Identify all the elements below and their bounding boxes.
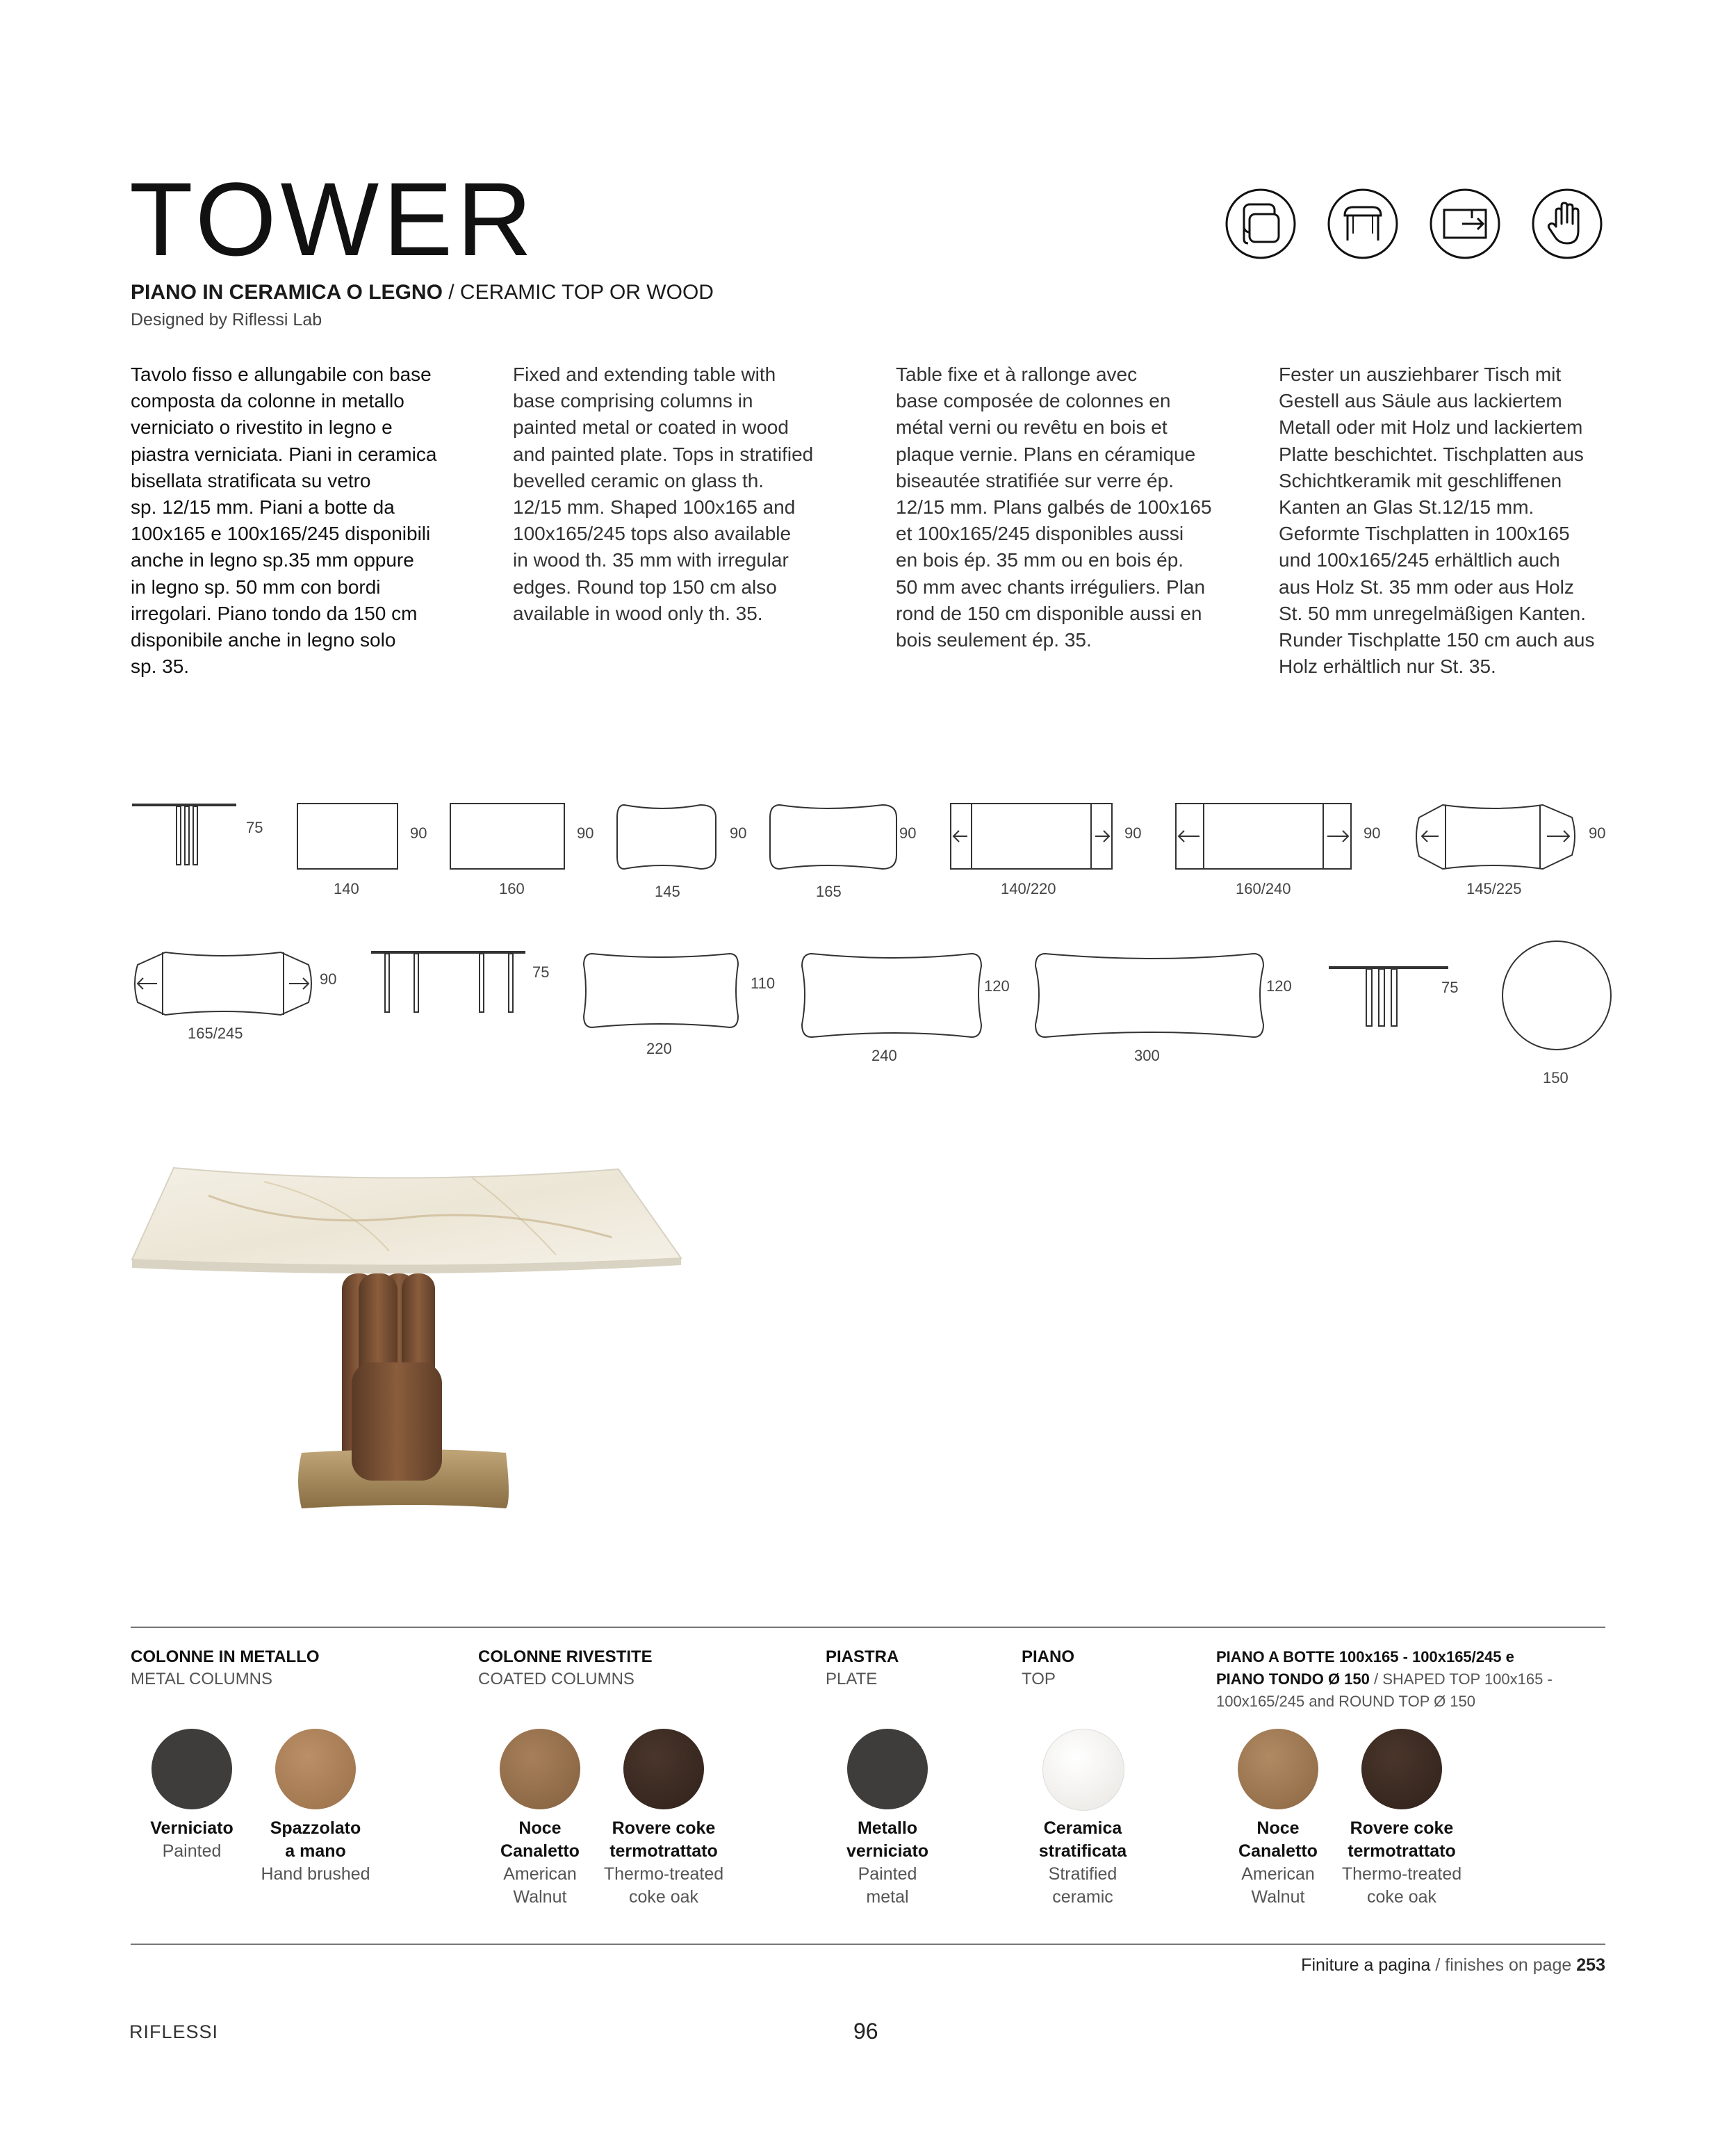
side-view-round-drawing: [1329, 968, 1448, 1026]
dim-width: 300: [1134, 1047, 1160, 1064]
finish-name: Ceramica stratificata: [1038, 1818, 1127, 1861]
dim-depth: 110: [751, 975, 776, 992]
plan-240-drawing: [802, 954, 981, 1037]
finish-swatch[interactable]: [623, 1729, 704, 1809]
finish-note-italian: Finiture a pagina: [1301, 1955, 1431, 1975]
finish-label: [246, 1817, 385, 1886]
description-italian: Tavolo fisso e allungabile con base composta da colonne in metallo verniciato o rivestito in legno e piastra verniciata. Piani in ceramica bisellata stratificata su vetro sp. 12/15 mm. Piani a botte da 100x165 e 100x165/245 disponibili anche in legno sp.35 mm oppure in legno sp. 50 mm con bordi irregolari. Piano tondo da 150 cm disponibile anche in legno solo sp. 35.: [131, 364, 437, 678]
finish-name: Rovere coke termotrattato: [609, 1818, 718, 1861]
finish-name: Noce Canaletto: [500, 1818, 580, 1861]
dim-width: 165: [816, 883, 842, 900]
plan-160-drawing: [450, 804, 564, 869]
group-heading: PIANO A BOTTE 100x165 - 100x165/245 e PIANO TONDO Ø 150: [1216, 1648, 1514, 1688]
finish-name-en: Painted: [162, 1841, 222, 1861]
dim-depth: 90: [730, 824, 747, 842]
plan-round-150-drawing: [1502, 941, 1611, 1050]
group-subheading: METAL COLUMNS: [131, 1670, 273, 1688]
group-subheading: TOP: [1022, 1670, 1056, 1688]
side-view-extended-drawing: [371, 952, 525, 1012]
description-german: Fester un ausziehbarer Tisch mit Gestell aus Säule aus lackiertem Metall oder mit Holz und lackiertem Platte beschichtet. Tischplatten aus Schichtkeramik mit geschliffenen Kanten an Glas St.12/15 mm. Geformte Tischplatten in 100x165 und 100x165/245 erhältlich auch aus Holz St. 35 mm oder aus Holz St. 50 mm unregelmäßigen Kanten. Runder Tischplatte 150 cm auch aus Holz erhältlich nur St. 35.: [1279, 364, 1595, 678]
finish-swatch[interactable]: [152, 1729, 232, 1809]
description-english: Fixed and extending table with base comprising columns in painted metal or coated in wood and painted plate. Tops in stratified bevelled ceramic on glass th. 12/15 mm. Shaped 100x165 and 100x165/245 tops also available in wood th. 35 mm with irregular edges. Round top 150 cm also available in wood only th. 35.: [513, 364, 814, 624]
finish-swatch[interactable]: [1042, 1729, 1124, 1811]
group-heading: PIANO: [1022, 1647, 1075, 1666]
dim-depth: 120: [1266, 977, 1292, 995]
dim-depth: 90: [320, 970, 337, 988]
brand-name: RIFLESSI: [129, 2021, 219, 2042]
dim-height: 75: [1441, 979, 1459, 996]
dim-diameter: 150: [1543, 1069, 1569, 1086]
finish-label: [470, 1817, 609, 1909]
plan-140-drawing: [297, 804, 398, 869]
finish-name: Verniciato: [150, 1818, 234, 1838]
group-heading: PIASTRA: [826, 1647, 899, 1666]
finish-name: Metallo verniciato: [846, 1818, 929, 1861]
dim-height: 75: [532, 963, 550, 981]
dim-width: 160: [499, 880, 525, 897]
product-photo: [125, 1154, 709, 1515]
dim-width: 140: [334, 880, 359, 897]
plan-145-225-drawing: [1416, 805, 1575, 869]
plan-140-220-drawing: [951, 804, 1112, 869]
divider: [131, 1944, 1605, 1945]
description-french: Table fixe et à rallonge avec base composée de colonnes en métal verni ou revêtu en bois et plaque vernie. Plans en céramique biseautée stratifiée sur verre ép. 12/15 mm. Plans galbés de 100x165 et 100x165/245 disponibles aussi en bois ép. 35 mm ou en bois ép. 50 mm avec chants irréguliers. Plan rond de 150 cm disponible aussi en bois seulement ép. 35.: [896, 364, 1212, 651]
dim-width: 145: [655, 883, 680, 900]
dim-height: 75: [246, 819, 263, 836]
dim-width: 240: [871, 1047, 897, 1064]
group-metal-columns: [131, 1646, 320, 1691]
dim-depth: 90: [577, 824, 594, 842]
page-number: 96: [853, 2019, 878, 2044]
finish-swatch[interactable]: [1361, 1729, 1442, 1809]
finish-swatch[interactable]: [500, 1729, 580, 1809]
finish-name-en: American Walnut: [503, 1864, 577, 1907]
dim-depth: 120: [984, 977, 1010, 995]
finish-name-en: Painted metal: [858, 1864, 917, 1907]
finish-swatch[interactable]: [847, 1729, 928, 1809]
plan-300-drawing: [1035, 954, 1263, 1037]
finish-label: [1013, 1817, 1152, 1909]
finishes-page-reference[interactable]: [1301, 1955, 1605, 1976]
finish-page-number: 253: [1576, 1955, 1605, 1975]
dim-width: 165/245: [188, 1025, 243, 1042]
dim-width: 145/225: [1466, 880, 1522, 897]
finish-label: [122, 1817, 261, 1863]
group-subheading: PLATE: [826, 1670, 878, 1688]
dim-depth: 90: [410, 824, 427, 842]
finish-name: Noce Canaletto: [1238, 1818, 1318, 1861]
dim-width: 160/240: [1236, 880, 1291, 897]
group-plate: [826, 1646, 899, 1691]
group-heading: COLONNE RIVESTITE: [478, 1647, 653, 1666]
group-heading: COLONNE IN METALLO: [131, 1647, 320, 1666]
finish-label: [594, 1817, 733, 1909]
group-shaped-top: [1216, 1646, 1605, 1713]
dim-depth: 90: [899, 824, 917, 842]
finish-label: [1209, 1817, 1348, 1909]
finish-label: [1332, 1817, 1471, 1909]
page-title: TOWER: [129, 161, 537, 277]
plan-160-240-drawing: [1176, 804, 1351, 869]
finish-name: Spazzolato a mano: [270, 1818, 361, 1861]
designer-credit: Designed by Riflessi Lab: [131, 310, 322, 329]
finish-swatch[interactable]: [275, 1729, 356, 1809]
finish-label: [818, 1817, 957, 1909]
finish-note-english: / finishes on page: [1430, 1955, 1577, 1975]
finish-swatch[interactable]: [1238, 1729, 1318, 1809]
side-view-drawing: [132, 805, 236, 865]
finish-name-en: American Walnut: [1241, 1864, 1315, 1907]
dim-depth: 90: [1364, 824, 1381, 842]
plan-145-drawing: [617, 805, 716, 869]
dim-depth: 90: [1589, 824, 1606, 842]
finish-name: Rovere coke termotrattato: [1348, 1818, 1456, 1861]
finish-name-en: Thermo-treated coke oak: [603, 1864, 724, 1907]
group-top: [1022, 1646, 1074, 1691]
finish-name-en: Stratified ceramic: [1048, 1864, 1117, 1907]
dim-depth: 90: [1124, 824, 1142, 842]
plan-165-drawing: [770, 805, 896, 869]
dim-width: 220: [646, 1040, 672, 1057]
divider: [131, 1627, 1605, 1628]
subtitle-english: / CERAMIC TOP OR WOOD: [442, 281, 714, 304]
finish-name-en: Hand brushed: [261, 1864, 370, 1884]
plan-220-drawing: [584, 954, 738, 1027]
group-coated-columns: [478, 1646, 653, 1691]
group-subheading: / SHAPED TOP 100x165 - 100x165/245 and ROUND TOP Ø 150: [1216, 1670, 1553, 1710]
subtitle-italian: PIANO IN CERAMICA O LEGNO: [131, 281, 443, 304]
group-subheading: COATED COLUMNS: [478, 1670, 634, 1688]
plan-165-245-drawing: [135, 952, 311, 1015]
finish-name-en: Thermo-treated coke oak: [1341, 1864, 1462, 1907]
dim-width: 140/220: [1001, 880, 1056, 897]
